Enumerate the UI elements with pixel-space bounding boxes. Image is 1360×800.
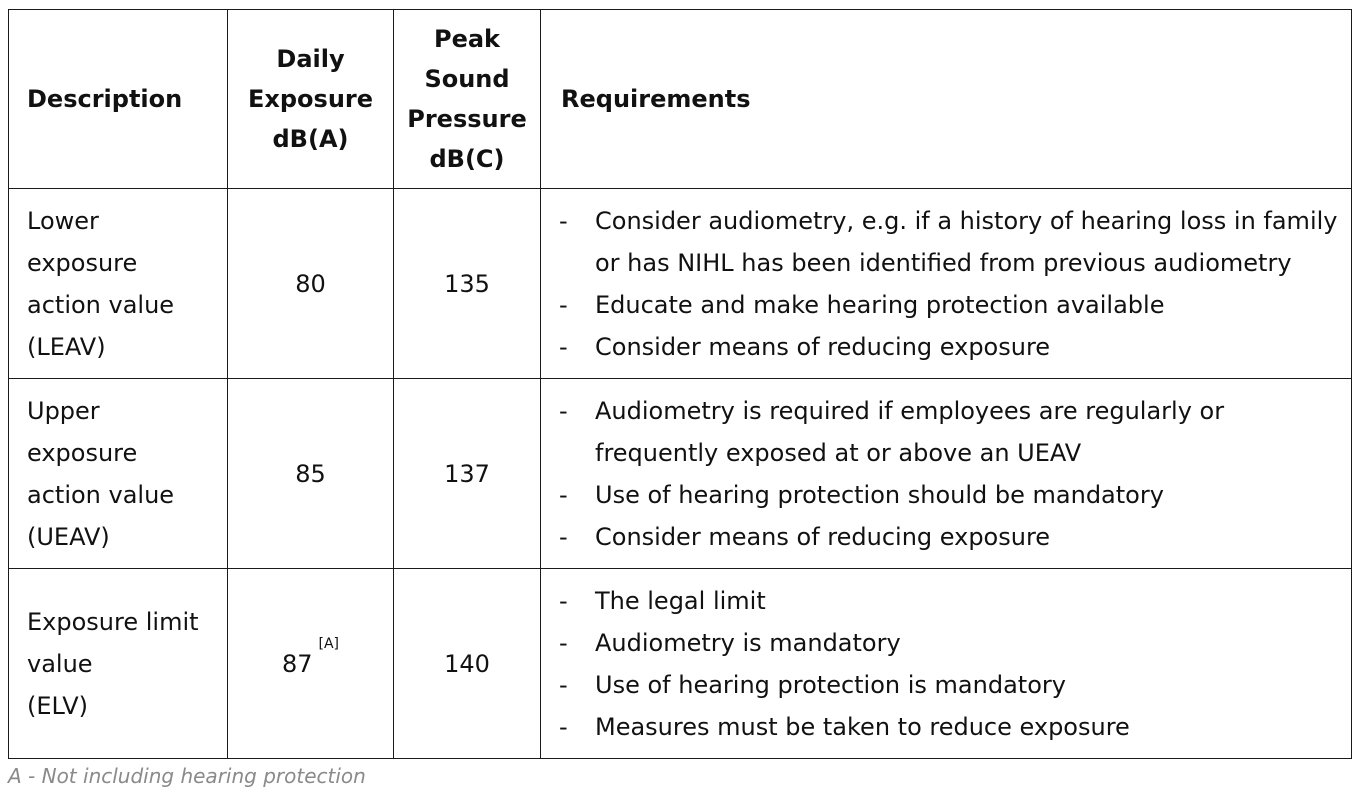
row-peak-sound-pressure <box>394 189 541 379</box>
requirement-text: Measures must be taken to reduce exposure <box>595 712 1130 741</box>
header-peak-sound-pressure <box>394 10 541 189</box>
desc-line: (LEAV) <box>27 332 106 361</box>
header-daily-line: dB(A) <box>272 125 349 153</box>
row-daily-exposure <box>228 379 394 569</box>
dash-bullet: - <box>559 206 568 235</box>
requirement-item <box>559 474 1343 516</box>
dash-bullet: - <box>559 332 568 361</box>
dash-bullet: - <box>559 396 568 425</box>
requirement-item <box>559 664 1343 706</box>
row-peak-sound-pressure <box>394 569 541 759</box>
row-requirements <box>541 189 1352 379</box>
requirement-text: Use of hearing protection is mandatory <box>595 670 1066 699</box>
header-daily-line: Exposure <box>247 85 374 113</box>
requirement-item <box>559 284 1343 326</box>
desc-line: (ELV) <box>27 691 89 720</box>
dash-bullet: - <box>559 586 568 615</box>
requirements-list <box>559 580 1343 748</box>
dash-bullet: - <box>559 670 568 699</box>
desc-line: Exposure limit <box>27 607 199 636</box>
requirement-text: Use of hearing protection should be mandatory <box>595 480 1164 509</box>
requirement-text: Audiometry is required if employees are regularly or frequently exposed at or above an UEAV <box>595 396 1225 467</box>
requirement-text: Educate and make hearing protection available <box>595 290 1165 319</box>
row-requirements <box>541 569 1352 759</box>
header-row <box>9 10 1352 189</box>
footnote-marker: [A] <box>318 635 340 652</box>
daily-exposure-value: 87 <box>281 649 313 678</box>
requirement-item <box>559 390 1343 474</box>
header-requirements-label: Requirements <box>561 85 751 113</box>
requirement-item <box>559 200 1343 284</box>
dash-bullet: - <box>559 290 568 319</box>
row-daily-exposure <box>228 569 394 759</box>
row-peak-sound-pressure <box>394 379 541 569</box>
header-description <box>9 10 228 189</box>
requirement-text: Consider means of reducing exposure <box>595 522 1051 551</box>
row-description <box>9 569 228 759</box>
table-row <box>9 569 1352 759</box>
requirements-list <box>559 390 1343 558</box>
header-daily-exposure <box>228 10 394 189</box>
header-peak-line: dB(C) <box>429 145 505 173</box>
requirement-item <box>559 516 1343 558</box>
requirement-item <box>559 706 1343 748</box>
requirement-item <box>559 622 1343 664</box>
header-description-label: Description <box>27 85 183 113</box>
desc-line: exposure <box>27 248 138 277</box>
dash-bullet: - <box>559 712 568 741</box>
dash-bullet: - <box>559 522 568 551</box>
header-peak-line: Peak <box>433 25 501 53</box>
header-peak-line: Sound <box>424 65 510 93</box>
desc-line: action value <box>27 480 175 509</box>
desc-line: value <box>27 649 93 678</box>
row-requirements <box>541 379 1352 569</box>
table-row <box>9 189 1352 379</box>
row-description <box>9 379 228 569</box>
row-daily-exposure <box>228 189 394 379</box>
peak-value: 135 <box>444 269 490 298</box>
requirement-item <box>559 326 1343 368</box>
desc-line: Lower <box>27 206 99 235</box>
header-peak-line: Pressure <box>407 105 527 133</box>
daily-exposure-value: 80 <box>295 269 326 298</box>
requirements-list <box>559 200 1343 368</box>
requirement-text: Consider means of reducing exposure <box>595 332 1051 361</box>
dash-bullet: - <box>559 480 568 509</box>
requirement-text: Audiometry is mandatory <box>595 628 901 657</box>
table-row <box>9 379 1352 569</box>
daily-exposure-value: 85 <box>295 459 326 488</box>
desc-line: (UEAV) <box>27 522 110 551</box>
requirement-text: Consider audiometry, e.g. if a history of hearing loss in family or has NIHL has been identified from previous audiometry <box>595 206 1338 277</box>
desc-line: action value <box>27 290 175 319</box>
noise-exposure-table <box>8 9 1352 759</box>
requirement-text: The legal limit <box>595 586 766 615</box>
header-requirements <box>541 10 1352 189</box>
peak-value: 140 <box>444 649 490 678</box>
desc-line: Upper <box>27 396 100 425</box>
requirement-item <box>559 580 1343 622</box>
table-footnote: A - Not including hearing protection <box>8 764 366 788</box>
header-daily-line: Daily <box>276 45 345 73</box>
dash-bullet: - <box>559 628 568 657</box>
row-description <box>9 189 228 379</box>
peak-value: 137 <box>444 459 490 488</box>
desc-line: exposure <box>27 438 138 467</box>
